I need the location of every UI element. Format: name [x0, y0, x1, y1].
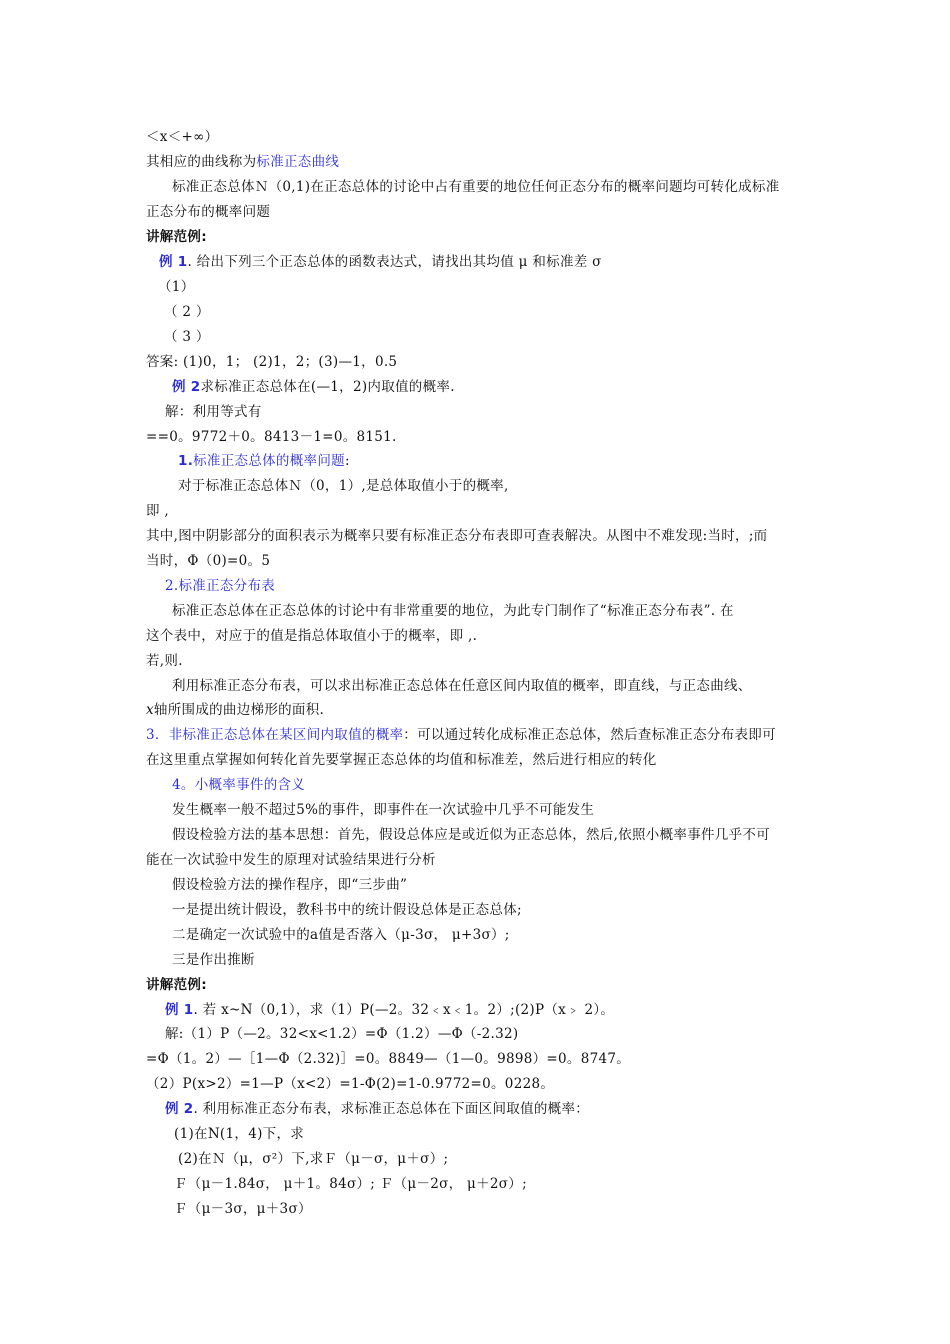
text-span: ：可以通过转化成标准正态总体，然后查标准正态分布表即可: [403, 727, 776, 743]
text-line: 对于标准正态总体Ｎ（0，1）,是总体取值小于的概率,: [178, 478, 509, 494]
text-line: 在这里重点掌握如何转化首先要掌握正态总体的均值和标准差，然后进行相应的转化: [146, 752, 657, 768]
text-line: （ 3 ）: [164, 329, 210, 345]
text-span: x: [146, 702, 154, 718]
text-line: 二是确定一次试验中的a值是否落入（μ-3σ， μ+3σ）;: [172, 927, 510, 943]
text-line: =Φ（1。2）—［1—Φ（2.32)］=0。8849—（1—0。9898）=0。8747。: [146, 1051, 631, 1067]
subheading-number: 1.: [178, 453, 194, 469]
text-line: 利用标准正态分布表，可以求出标准正态总体在任意区间内取值的概率，即直线，与正态曲线、: [172, 678, 752, 694]
text-line: 假设检验方法的基本思想：首先，假设总体应是或近似为正态总体，然后,依照小概率事件几乎不可: [172, 827, 770, 843]
text-line: 三是作出推断: [172, 952, 255, 968]
text-line: [146, 701, 324, 719]
example-label: 例 1: [159, 254, 188, 270]
section-heading: 讲解范例:: [146, 229, 207, 245]
example-label: 例 2: [165, 1101, 194, 1117]
text-line: (1)在N(1，4)下，求: [174, 1126, 305, 1142]
text-line: [146, 153, 339, 171]
subheading-title: 标准正态总体的概率问题: [193, 453, 345, 469]
text-line: 其中,图中阴影部分的面积表示为概率只要有标准正态分布表即可查表解决。从图中不难发现:当时，;而: [146, 528, 768, 544]
section-heading: 讲解范例:: [146, 977, 207, 993]
text-line: (2)在Ｎ（μ，σ²）下,求Ｆ（μ－σ，μ＋σ）;: [178, 1151, 449, 1167]
example-line: [172, 378, 455, 396]
text-line: （ 2 ）: [164, 304, 210, 320]
text-line: 解：利用等式有: [165, 404, 262, 420]
text-span: 其相应的曲线称为: [146, 154, 257, 170]
text-line: 若,则.: [146, 653, 183, 669]
text-line: 当时，Φ（0)=0。5: [146, 553, 271, 569]
text-line: 一是提出统计假设，教科书中的统计假设总体是正态总体;: [172, 902, 522, 918]
text-span: . 给出下列三个正态总体的函数表达式，请找出其均值 μ 和标准差 σ: [187, 254, 602, 270]
text-line: Ｆ（μ－3σ，μ＋3σ）: [174, 1201, 312, 1217]
subheading-title: 3．非标准正态总体在某区间内取值的概率: [146, 727, 404, 743]
text-line: 能在一次试验中发生的原理对试验结果进行分析: [146, 852, 436, 868]
text-span: 求标准正态总体在(—1，2)内取值的概率.: [200, 379, 455, 395]
term-standard-normal-curve: 标准正态曲线: [256, 154, 340, 170]
text-line: 假设检验方法的操作程序，即“三步曲”: [172, 877, 408, 893]
subheading-line: 2.标准正态分布表: [165, 578, 276, 594]
text-line: 正态分布的概率问题: [146, 204, 271, 220]
text-line: 标准正态总体Ｎ（0,1)在正态总体的讨论中占有重要的地位任何正态分布的概率问题均可转化成标准: [172, 179, 780, 195]
text-line: （1）: [158, 279, 195, 295]
answer-line: 答案: (1)0，1； (2)1，2；(3)—1，0.5: [146, 354, 398, 370]
text-span: . 利用标准正态分布表，求标准正态总体在下面区间取值的概率：: [193, 1101, 590, 1117]
example-line: [165, 1100, 589, 1118]
text-line: 标准正态总体在正态总体的讨论中有非常重要的地位，为此专门制作了“标准正态分布表”. 在: [172, 603, 734, 619]
text-span: . 若 x~N（0,1），求（1）P(—2。32﹤x﹤1。2）;(2)P（x﹥ 2）。: [193, 1002, 615, 1018]
text-line: Ｆ（μ－1.84σ， μ＋1。84σ）; Ｆ（μ－2σ， μ＋2σ）;: [174, 1176, 527, 1192]
text-line: 解:（1）P（—2。32<x<1.2）=Φ（1.2）—Φ（-2.32): [165, 1026, 519, 1042]
text-line: 即 ,: [146, 503, 169, 519]
example-label: 例 1: [165, 1002, 194, 1018]
subheading-line: [146, 726, 776, 744]
example-line: [159, 253, 602, 271]
example-line: [165, 1001, 614, 1019]
text-span: 轴所围成的曲边梯形的面积.: [153, 702, 325, 718]
example-label: 例 2: [172, 379, 201, 395]
text-line: 发生概率一般不超过5%的事件，即事件在一次试验中几乎不可能发生: [172, 802, 595, 818]
text-line: 这个表中，对应于的值是指总体取值小于的概率，即 ,.: [146, 628, 478, 644]
text-span: :: [344, 453, 350, 469]
subheading-line: 4。小概率事件的含义: [172, 777, 306, 793]
subheading-line: [178, 452, 350, 470]
text-line: ＜x＜+∞）: [146, 129, 219, 145]
text-line: ==0。9772＋0。8413－1=0。8151.: [146, 429, 397, 445]
text-line: （2）P(x>2）=1—P（x<2）=1-Φ(2)=1-0.9772=0。0228。: [146, 1076, 555, 1092]
